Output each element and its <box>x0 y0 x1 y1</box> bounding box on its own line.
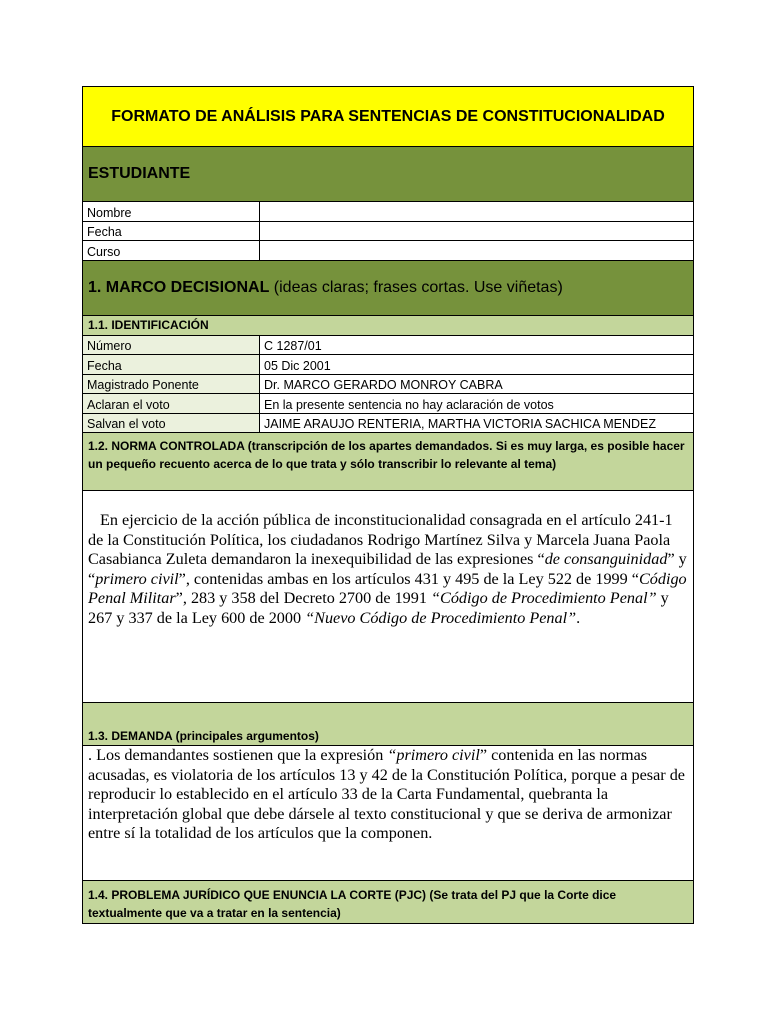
norma-italic-2: primero civil <box>95 569 179 588</box>
student-date-row <box>82 221 694 241</box>
norma-text-4: ”, 283 y 358 del Decreto 2700 de 1991 <box>175 589 432 607</box>
id-salvan-label: Salvan el voto <box>83 414 260 433</box>
norma-text-1: En ejercicio de la acción pública de inconstitucionalidad consagrada en el artículo 241-1 de la Constitución Política, los ciudadanos Rodrigo Martínez Silva y Marcela Juana Paola Casabianca Zuleta demandaron la inexequibilidad de las expresiones “ <box>88 511 673 568</box>
id-aclaran-label: Aclaran el voto <box>83 394 260 413</box>
norma-italic-4: “Código de Procedimiento Penal” <box>431 589 657 607</box>
id-magistrate-label: Magistrado Ponente <box>83 375 260 394</box>
id-date-label: Fecha <box>83 355 260 374</box>
student-name-label: Nombre <box>83 202 260 221</box>
demanda-text-2: ” contenida en las normas acusadas, es violatoria de los artículos 13 y 42 de la Constitución Política, porque a pesar de reproducir lo establecido en el artículo 33 de la Carta Fundamental, quebranta la interpretación global que debe dársele al texto constitucional y que se deriva de armonizar entre sí la totalidad de los artículos que la componen. <box>88 746 685 842</box>
marco-header-rest: (ideas claras; frases cortas. Use viñetas) <box>269 278 563 296</box>
marco-decisional-header <box>82 260 694 315</box>
id-salvan-value: JAIME ARAUJO RENTERIA, MARTHA VICTORIA SACHICA MENDEZ <box>264 417 656 431</box>
norma-body <box>82 490 694 702</box>
student-header-text: ESTUDIANTE <box>88 165 191 182</box>
problema-header <box>82 880 694 924</box>
demanda-text-1: . Los demandantes sostienen que la expresión <box>88 746 388 764</box>
id-magistrate-row <box>82 374 694 394</box>
norma-header-text: 1.2. NORMA CONTROLADA (transcripción de los apartes demandados. Si es muy larga, es posible hacer un pequeño recuento acerca de lo que trata y sólo transcribir lo relevante al tema) <box>88 439 685 471</box>
id-aclaran-value: En la presente sentencia no hay aclaración de votos <box>264 397 554 412</box>
norma-text-5: y 267 y 337 de la Ley 600 de 2000 <box>88 589 669 627</box>
student-course-row <box>82 240 694 260</box>
demanda-body <box>82 745 694 880</box>
student-course-label: Curso <box>83 241 260 260</box>
form-title <box>82 86 694 146</box>
id-magistrate-value: Dr. MARCO GERARDO MONROY CABRA <box>264 378 503 392</box>
problema-header-text: 1.4. PROBLEMA JURÍDICO QUE ENUNCIA LA CORTE (PJC) (Se trata del PJ que la Corte dice textualmente que va a tratar en la sentencia) <box>88 888 617 920</box>
student-course-field[interactable] <box>260 241 693 260</box>
student-section-header <box>82 146 694 201</box>
norma-italic-1: de consanguinidad <box>544 550 668 568</box>
marco-header-bold: 1. MARCO DECISIONAL <box>88 278 270 296</box>
demanda-header <box>82 702 694 745</box>
id-number-value: C 1287/01 <box>264 339 322 353</box>
identificacion-header <box>82 315 694 335</box>
identificacion-header-text: 1.1. IDENTIFICACIÓN <box>88 318 209 332</box>
student-name-field[interactable] <box>260 202 693 221</box>
student-date-label: Fecha <box>83 222 260 241</box>
id-number-label: Número <box>83 336 260 355</box>
form-title-text: FORMATO DE ANÁLISIS PARA SENTENCIAS DE CONSTITUCIONALIDAD <box>111 107 665 125</box>
demanda-header-text: 1.3. DEMANDA (principales argumentos) <box>88 729 319 743</box>
id-aclaran-row <box>82 393 694 413</box>
id-salvan-row <box>82 413 694 433</box>
norma-text-3: ”, contenidas ambas en los artículos 431 y 495 de la Ley 522 de 1999 “ <box>178 569 639 588</box>
demanda-italic-1: “primero civil <box>387 746 480 764</box>
analysis-form <box>82 86 694 924</box>
id-date-value: 05 Dic 2001 <box>264 358 331 373</box>
norma-text-6: . <box>576 608 581 627</box>
norma-italic-5: “Nuevo Código de Procedimiento Penal” <box>305 608 577 627</box>
student-date-field[interactable] <box>260 222 693 241</box>
id-number-row <box>82 335 694 355</box>
student-name-row <box>82 201 694 221</box>
id-date-row <box>82 354 694 374</box>
norma-header <box>82 432 694 490</box>
norma-italic-3: Código Penal Militar <box>88 569 687 607</box>
norma-text-2: ” y “ <box>88 550 687 588</box>
